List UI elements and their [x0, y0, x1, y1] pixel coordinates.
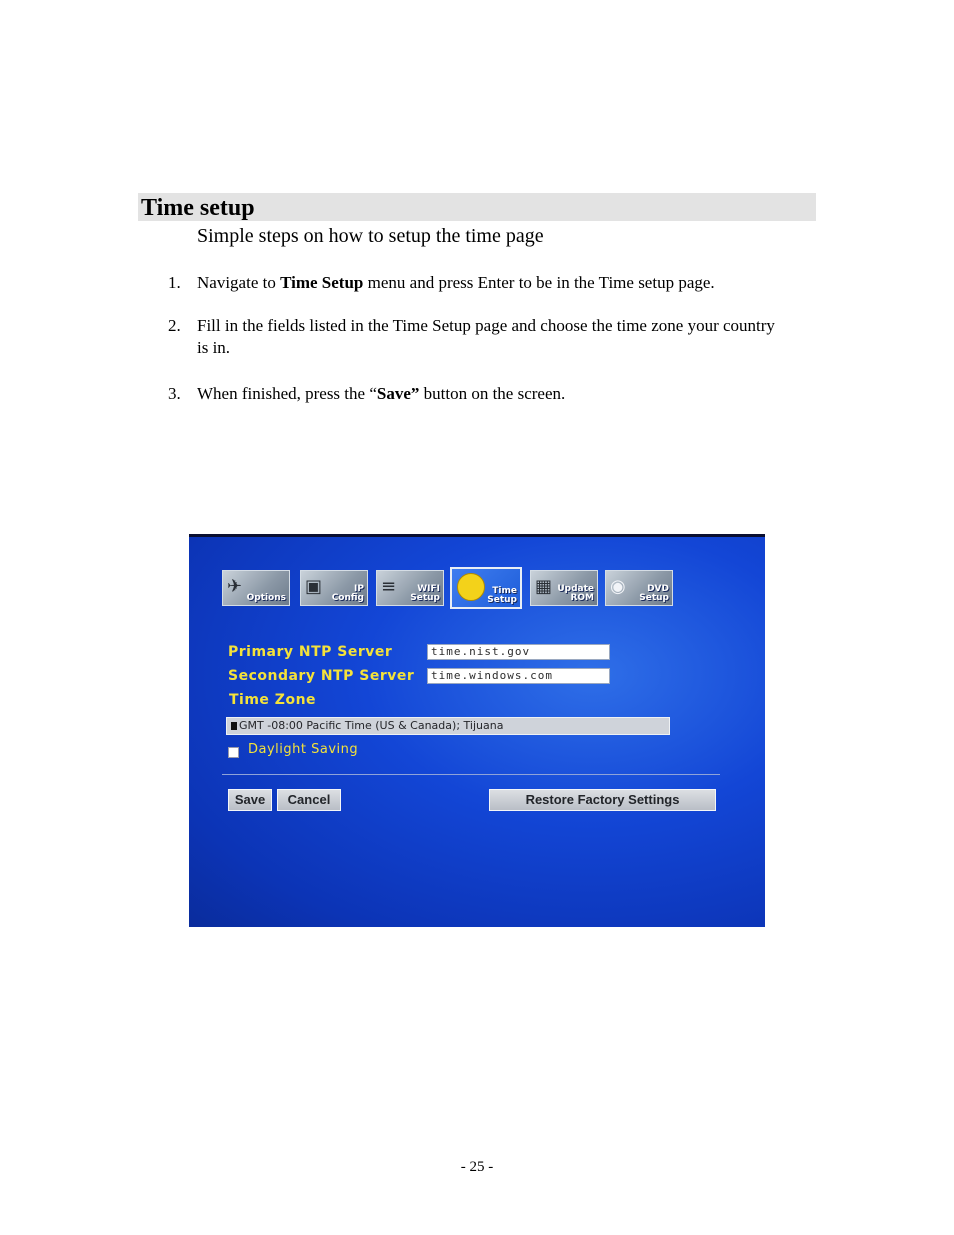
time-zone-label: Time Zone — [229, 692, 317, 708]
select-marker-icon — [231, 722, 237, 730]
secondary-ntp-input[interactable]: time.windows.com — [427, 668, 610, 684]
tab-dvd-setup[interactable]: ◉ DVD Setup — [605, 570, 673, 606]
tab-time-setup[interactable]: Time Setup — [450, 567, 522, 609]
satellite-dish-icon: ✈ — [227, 576, 243, 597]
section-title: Time setup — [141, 195, 255, 221]
primary-ntp-label: Primary NTP Server — [228, 644, 393, 660]
daylight-saving-label: Daylight Saving — [248, 742, 359, 757]
step-number: 3. — [168, 384, 181, 403]
section-header-bar — [138, 193, 816, 221]
tab-options[interactable]: ✈ Options — [222, 570, 290, 606]
step-text: Fill in the fields listed in the Time Setup page and choose the time zone your country is in. — [197, 316, 775, 357]
tab-update-rom[interactable]: ▦ Update ROM — [530, 570, 598, 606]
step-text: When finished, press the “Save” button on the screen. — [197, 384, 566, 403]
cancel-button[interactable]: Cancel — [277, 789, 341, 811]
computer-icon: ▣ — [305, 576, 323, 597]
restore-factory-settings-button[interactable]: Restore Factory Settings — [489, 789, 716, 811]
tab-wifi-setup[interactable]: ≡ WIFI Setup — [376, 570, 444, 606]
tab-ip-config[interactable]: ▣ IP Config — [300, 570, 368, 606]
disc-icon: ◉ — [610, 576, 626, 597]
divider — [222, 774, 720, 775]
page-number: - 25 - — [460, 1159, 494, 1175]
step-text: Navigate to Time Setup menu and press Enter to be in the Time setup page. — [197, 273, 715, 292]
time-setup-screenshot — [189, 534, 765, 927]
time-zone-select[interactable]: GMT -08:00 Pacific Time (US & Canada); Tijuana — [226, 717, 670, 735]
chip-icon: ▦ — [535, 576, 553, 597]
router-icon: ≡ — [381, 576, 397, 597]
daylight-saving-checkbox[interactable] — [228, 747, 239, 758]
secondary-ntp-label: Secondary NTP Server — [228, 668, 415, 684]
step-number: 1. — [168, 273, 181, 292]
step-number: 2. — [168, 316, 181, 335]
primary-ntp-input[interactable]: time.nist.gov — [427, 644, 610, 660]
save-button[interactable]: Save — [228, 789, 272, 811]
intro-text: Simple steps on how to setup the time page — [197, 225, 544, 247]
